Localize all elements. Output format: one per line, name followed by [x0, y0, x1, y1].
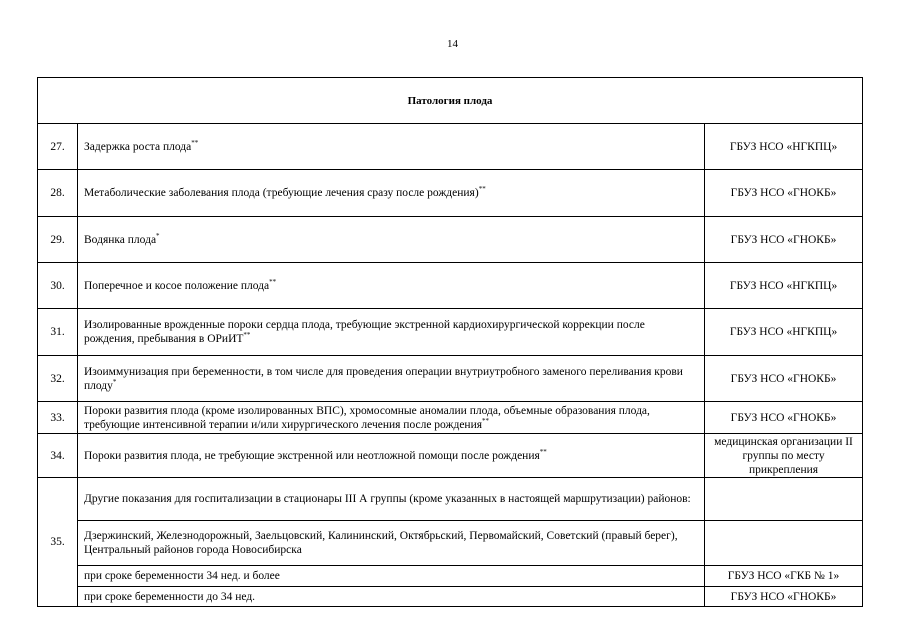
table-row: [38, 309, 863, 356]
indication-cell: [78, 170, 705, 217]
indication-cell: [78, 124, 705, 170]
footnote-mark: **: [478, 185, 486, 193]
organization-cell: ГБУЗ НСО «ГНОКБ»: [705, 402, 863, 434]
organization-cell: ГБУЗ НСО «ГКБ № 1»: [705, 566, 863, 587]
table-row: [38, 124, 863, 170]
indication-text: Метаболические заболевания плода (требующие лечения сразу после рождения): [84, 187, 479, 199]
row-number: 31.: [38, 309, 78, 356]
organization-cell: ГБУЗ НСО «ГНОКБ»: [705, 587, 863, 607]
row-number: 28.: [38, 170, 78, 217]
table-row: [38, 356, 863, 402]
indication-cell: [78, 402, 705, 434]
footnote-mark: **: [482, 416, 490, 425]
indication-cell: [78, 434, 705, 478]
table-row: [38, 170, 863, 217]
footnote-mark: **: [243, 331, 251, 339]
table-row: [38, 434, 863, 478]
organization-cell: ГБУЗ НСО «ГНОКБ»: [705, 217, 863, 263]
indication-cell: [78, 263, 705, 309]
indication-text: Пороки развития плода, не требующие экстренной или неотложной помощи после рождения: [84, 449, 540, 462]
row-number: 32.: [38, 356, 78, 402]
indication-text: Изолированные врожденные пороки сердца плода, требующие экстренной кардиохирургической коррекции после рождения, пребывания в ОРиИТ: [84, 319, 645, 345]
row-number: 33.: [38, 402, 78, 434]
row-number: 35.: [38, 478, 78, 607]
row-number: 27.: [38, 124, 78, 170]
organization-cell: ГБУЗ НСО «НГКПЦ»: [705, 263, 863, 309]
table-row-districts: [38, 521, 863, 566]
table-subrow: [38, 587, 863, 607]
table-row: [38, 217, 863, 263]
routing-table: [37, 77, 863, 607]
gestation-term-cell: при сроке беременности до 34 нед.: [78, 587, 705, 607]
indication-cell: [78, 217, 705, 263]
table-row: [38, 402, 863, 434]
indication-text: Поперечное и косое положение плода: [84, 279, 270, 292]
indication-cell: [78, 309, 705, 356]
organization-cell: [705, 478, 863, 521]
section-title: Патология плода: [38, 78, 863, 124]
indication-text: Задержка роста плода: [84, 140, 192, 153]
row-number: 29.: [38, 217, 78, 263]
table-row: [38, 263, 863, 309]
districts-cell: Дзержинский, Железнодорожный, Заельцовский, Калининский, Октябрьский, Первомайский, Советский (правый берег), Центральный районов города Новосибирска: [78, 521, 705, 566]
footnote-mark: *: [112, 377, 117, 386]
row-number: 34.: [38, 434, 78, 478]
organization-cell: ГБУЗ НСО «ГНОКБ»: [705, 170, 863, 217]
row-number: 30.: [38, 263, 78, 309]
indication-text: Пороки развития плода (кроме изолированных ВПС), хромосомные аномалии плода, объемные образования плода, требующие интенсивной терапии и/или хирургического лечения после рождения: [84, 404, 650, 431]
section-header-row: [38, 78, 863, 124]
indication-text: Изоиммунизация при беременности, в том числе для проведения операции внутриутробного заменого переливания крови плоду: [84, 365, 683, 392]
organization-cell: ГБУЗ НСО «НГКПЦ»: [705, 309, 863, 356]
table-subrow: [38, 566, 863, 587]
organization-cell: ГБУЗ НСО «ГНОКБ»: [705, 356, 863, 402]
footnote-mark: **: [191, 138, 199, 147]
table-row-35: [38, 478, 863, 521]
organization-cell: [705, 521, 863, 566]
organization-cell: медицинская организации II группы по месту прикрепления: [705, 434, 863, 478]
footnote-mark: **: [539, 447, 547, 456]
footnote-mark: *: [156, 231, 160, 240]
organization-cell: ГБУЗ НСО «НГКПЦ»: [705, 124, 863, 170]
indication-text: Водянка плода: [84, 233, 157, 246]
indication-cell: Другие показания для госпитализации в стационары III А группы (кроме указанных в настоящей маршрутизации) районов:: [78, 478, 705, 521]
indication-cell: [78, 356, 705, 402]
gestation-term-cell: при сроке беременности 34 нед. и более: [78, 566, 705, 587]
page-number: 14: [447, 38, 458, 50]
footnote-mark: **: [269, 277, 277, 286]
